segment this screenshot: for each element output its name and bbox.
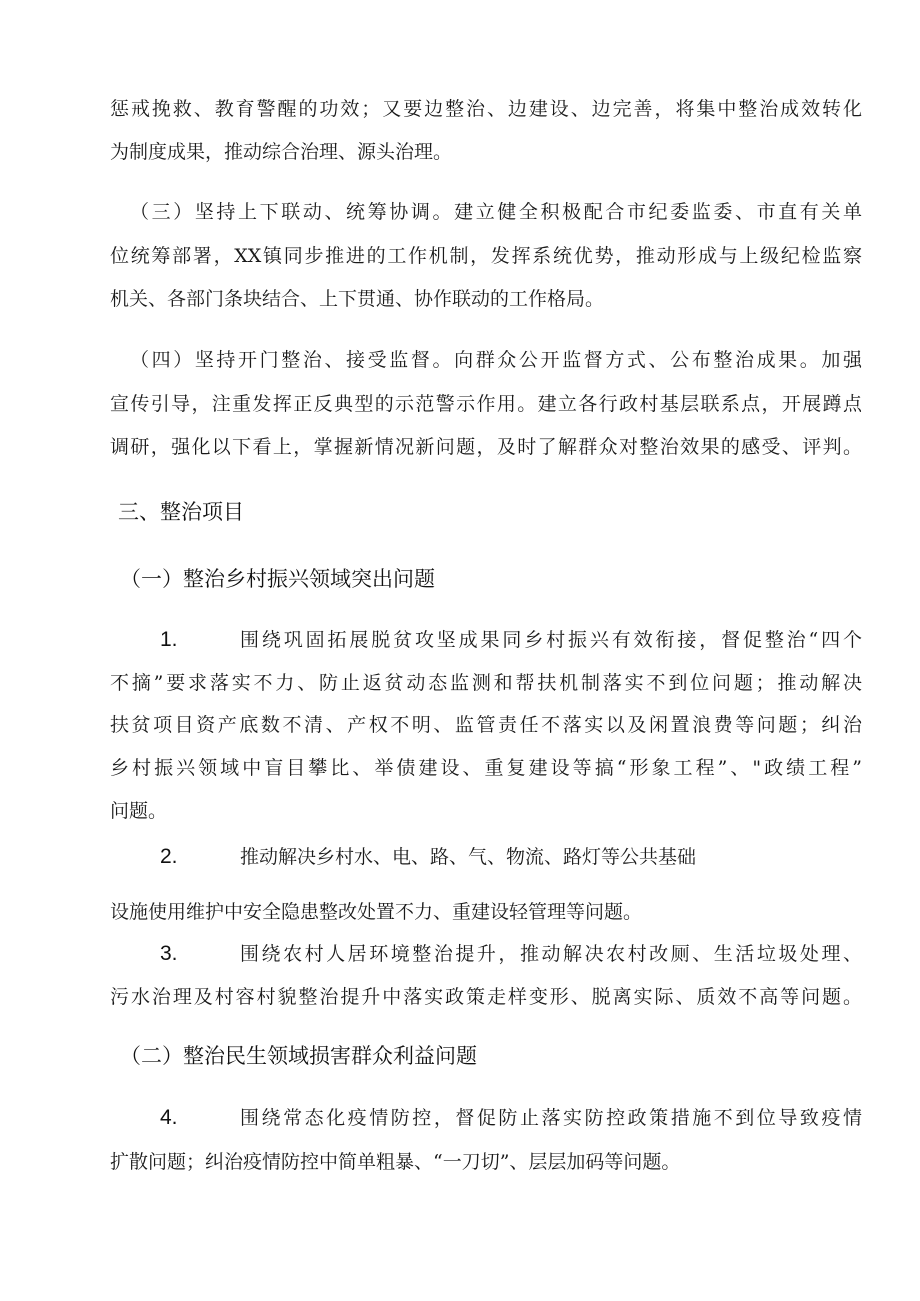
item-1-line-3: 扶贫项目资产底数不清、产权不明、监管责任不落实以及闲置浪费等问题；纠治 (110, 714, 862, 736)
paragraph-3-line-1: （三）坚持上下联动、统筹协调。建立健全积极配合市纪委监委、市直有关单 (130, 201, 862, 223)
paragraph-4-line-1: （四）坚持开门整治、接受监督。向群众公开监督方式、公布整治成果。加强 (130, 349, 862, 371)
subsection-heading-livelihood: （二）整治民生领域损害群众利益问题 (120, 1044, 477, 1068)
item-1-line-2: 不摘”要求落实不力、防止返贫动态监测和帮扶机制落实不到位问题；推动解决 (110, 672, 862, 694)
item-4-line-1: 围绕常态化疫情防控，督促防止落实防控政策措施不到位导致疫情 (240, 1107, 862, 1129)
item-number-4: 4. (160, 1106, 178, 1129)
item-2-line-2: 设施使用维护中安全隐患整改处置不力、重建设轻管理等问题。 (110, 901, 643, 923)
section-heading: 三、整治项目 (118, 500, 244, 524)
item-1-line-5: 问题。 (110, 800, 168, 822)
item-1-line-1: 围绕巩固拓展脱贫攻坚成果同乡村振兴有效衔接，督促整治“四个 (240, 629, 862, 651)
subsection-heading-rural: （一）整治乡村振兴领域突出问题 (120, 567, 435, 591)
item-number-1: 1. (160, 628, 178, 651)
item-2-line-1: 推动解决乡村水、电、路、气、物流、路灯等公共基础 (240, 846, 697, 868)
item-1-line-4: 乡村振兴领域中盲目攀比、举债建设、重复建设等搞“形象工程”、"政绩工程” (110, 757, 862, 779)
paragraph-4-line-2: 宣传引导，注重发挥正反典型的示范警示作用。建立各行政村基层联系点，开展蹲点 (110, 393, 862, 415)
paragraph-4-line-3: 调研，强化以下看上，掌握新情况新问题，及时了解群众对整治效果的感受、评判。 (110, 436, 862, 458)
text-line: 为制度成果，推动综合治理、源头治理。 (110, 141, 453, 163)
item-3-line-1: 围绕农村人居环境整治提升，推动解决农村改厕、生活垃圾处理、 (240, 943, 862, 965)
item-number-2: 2. (160, 845, 178, 868)
item-number-3: 3. (160, 942, 178, 965)
text-line: 惩戒挽救、教育警醒的功效；又要边整治、边建设、边完善，将集中整治成效转化 (110, 98, 862, 120)
paragraph-3-line-3: 机关、各部门条块结合、上下贯通、协作联动的工作格局。 (110, 288, 605, 310)
paragraph-3-line-2: 位统筹部署，XX镇同步推进的工作机制，发挥系统优势，推动形成与上级纪检监察 (110, 245, 862, 267)
item-4-line-2: 扩散问题；纠治疫情防控中简单粗暴、“一刀切”、层层加码等问题。 (110, 1151, 681, 1173)
item-3-line-2: 污水治理及村容村貌整治提升中落实政策走样变形、脱离实际、质效不高等问题。 (110, 986, 862, 1008)
